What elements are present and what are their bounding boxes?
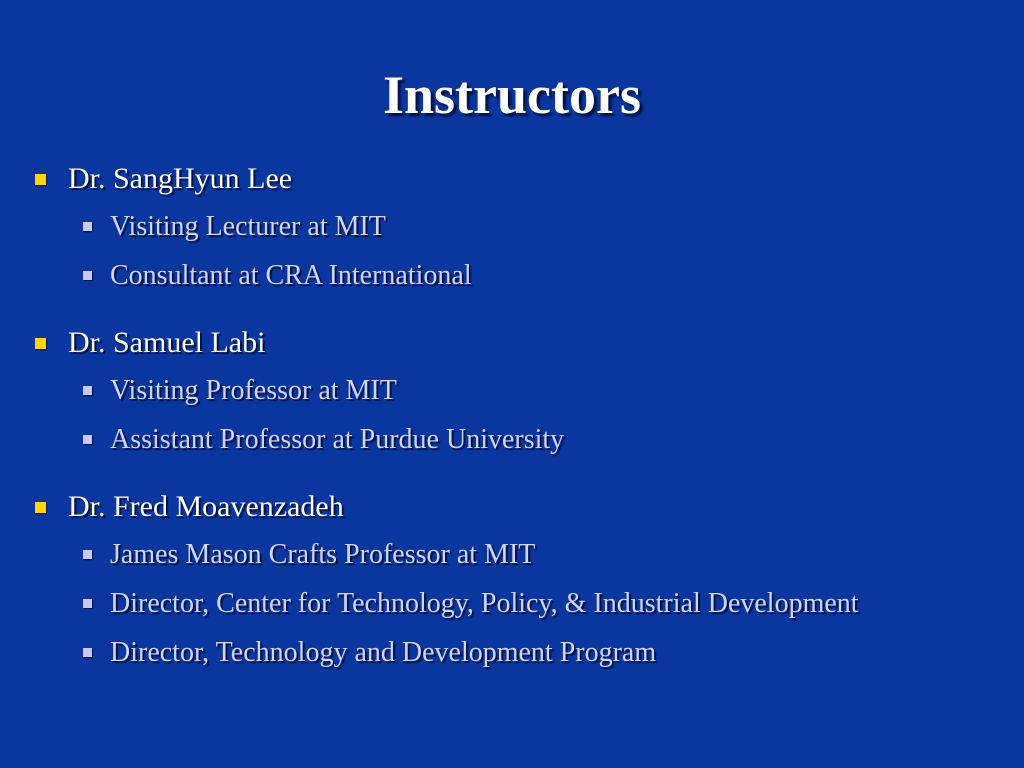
role-item <box>32 251 1012 300</box>
instructor-group <box>32 484 1012 677</box>
instructor-group <box>32 320 1012 464</box>
square-bullet-icon <box>35 338 46 349</box>
role-item <box>32 202 1012 251</box>
role-text: James Mason Crafts Professor at MIT <box>110 538 536 570</box>
role-text: Director, Center for Technology, Policy, & Industrial Development <box>110 587 859 619</box>
square-bullet-icon <box>83 648 92 657</box>
square-bullet-icon <box>83 550 92 559</box>
role-item <box>32 628 1012 677</box>
instructor-item <box>32 484 1012 530</box>
square-bullet-icon <box>35 174 46 185</box>
role-item <box>32 579 1012 628</box>
role-text: Assistant Professor at Purdue University <box>110 423 565 455</box>
slide-title: Instructors <box>383 65 641 125</box>
square-bullet-icon <box>83 435 92 444</box>
instructor-name: Dr. SangHyun Lee <box>68 162 293 195</box>
square-bullet-icon <box>83 599 92 608</box>
bullet-list <box>32 156 1012 697</box>
role-text: Visiting Lecturer at MIT <box>110 210 386 242</box>
role-item <box>32 366 1012 415</box>
square-bullet-icon <box>83 222 92 231</box>
instructor-group <box>32 156 1012 300</box>
square-bullet-icon <box>83 386 92 395</box>
square-bullet-icon <box>83 271 92 280</box>
square-bullet-icon <box>35 502 46 513</box>
instructor-name: Dr. Fred Moavenzadeh <box>68 490 344 523</box>
instructor-name: Dr. Samuel Labi <box>68 326 266 359</box>
role-item <box>32 530 1012 579</box>
role-text: Director, Technology and Development Program <box>110 636 657 668</box>
role-item <box>32 415 1012 464</box>
role-text: Visiting Professor at MIT <box>110 374 397 406</box>
instructor-item <box>32 156 1012 202</box>
instructor-item <box>32 320 1012 366</box>
role-text: Consultant at CRA International <box>110 259 472 291</box>
